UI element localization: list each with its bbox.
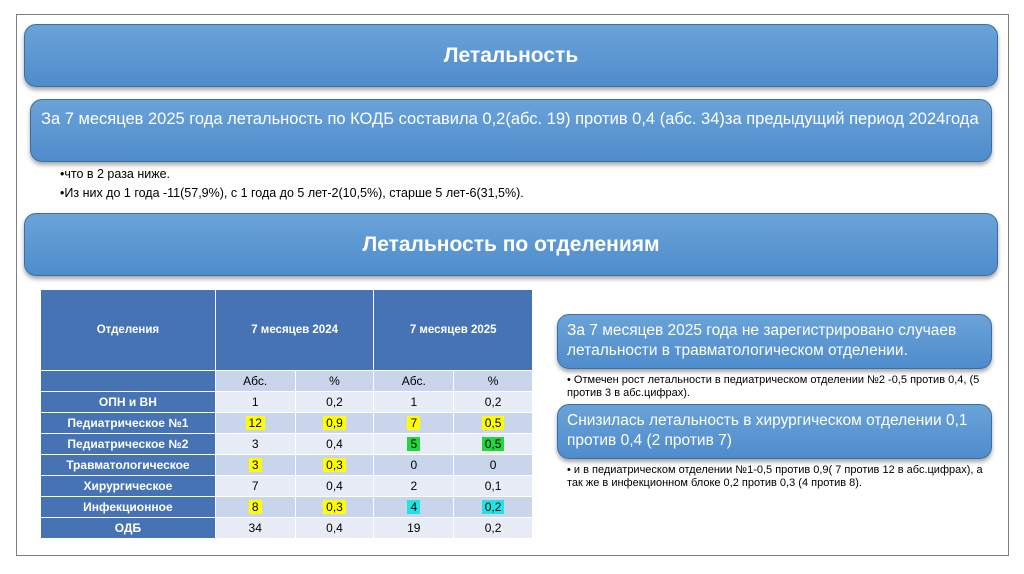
- subheader-abs: Абс.: [215, 371, 295, 392]
- surgery-info-box: [557, 404, 992, 459]
- summary-banner: [30, 99, 992, 162]
- row-name: Травматологическое: [41, 455, 216, 476]
- row-name: Педиатрическое №1: [41, 413, 216, 434]
- table-row: [41, 518, 533, 539]
- cell-value: 3: [249, 458, 262, 472]
- cell-value: 5: [407, 437, 420, 451]
- table-row: [41, 497, 533, 518]
- cell-value: 7: [215, 476, 295, 497]
- row-name: ОДБ: [41, 518, 216, 539]
- cell-value: 0,4: [295, 434, 374, 455]
- table-row: [41, 434, 533, 455]
- header-departments: Отделения: [41, 290, 216, 371]
- cell-value: 7: [407, 416, 420, 430]
- row-name: Педиатрическое №2: [41, 434, 216, 455]
- cell-value: 0,1: [454, 476, 533, 497]
- table-header-row: [41, 290, 533, 371]
- cell-value: 3: [215, 434, 295, 455]
- pediatric1-note: • и в педиатрическом отделении №1-0,5 против 0,9( 7 против 12 в абс.цифрах), а так же в инфекционном блоке 0,2 против 0,3 (4 против 8).: [567, 464, 983, 489]
- pediatric2-note: • Отмечен рост летальности в педиатрическом отделении №2 -0,5 против 0,4, (5 против 3 в абс.цифрах).: [567, 374, 980, 399]
- subheader-pct: %: [454, 371, 533, 392]
- trauma-info-box: [557, 314, 992, 369]
- cell-value: 0,2: [454, 518, 533, 539]
- cell-value: 4: [407, 500, 420, 514]
- cell-value: 0,3: [323, 458, 346, 472]
- cell-value: 0,4: [295, 476, 374, 497]
- cell-value: 0,5: [482, 416, 505, 430]
- row-name: Хирургическое: [41, 476, 216, 497]
- cell-value: 34: [215, 518, 295, 539]
- section-title-banner: [24, 213, 998, 276]
- cell-value: 0: [374, 455, 454, 476]
- cell-value: 0,2: [295, 392, 374, 413]
- cell-value: 19: [374, 518, 454, 539]
- cell-value: 12: [246, 416, 265, 430]
- table-row: [41, 455, 533, 476]
- cell-value: 0,2: [482, 500, 505, 514]
- cell-value: 2: [374, 476, 454, 497]
- header-2025: 7 месяцев 2025: [374, 290, 533, 371]
- subheader-pct: %: [295, 371, 374, 392]
- cell-value: 8: [249, 500, 262, 514]
- header-2024: 7 месяцев 2024: [215, 290, 374, 371]
- table-subheader-row: [41, 371, 533, 392]
- bullet-item: •что в 2 раза ниже.: [60, 167, 171, 181]
- page-title: Летальность: [443, 43, 579, 67]
- cell-value: 0,5: [482, 437, 505, 451]
- cell-value: 1: [215, 392, 295, 413]
- row-name: ОПН и ВН: [41, 392, 216, 413]
- cell-value: 1: [374, 392, 454, 413]
- cell-value: 0,4: [295, 518, 374, 539]
- table-row: [41, 476, 533, 497]
- table-row: [41, 392, 533, 413]
- summary-text: За 7 месяцев 2025 года летальность по КОДБ составила 0,2(абс. 19) против 0,4 (абс. 34)за предыдущий период 2024года: [41, 110, 979, 128]
- bullet-item: •Из них до 1 года -11(57,9%), с 1 года до 5 лет-2(10,5%), старше 5 лет-6(31,5%).: [60, 186, 524, 200]
- section-title: Летальность по отделениям: [362, 232, 660, 256]
- cell-value: 0,9: [323, 416, 346, 430]
- subheader-empty: [41, 371, 216, 392]
- subheader-abs: Абс.: [374, 371, 454, 392]
- row-name: Инфекционное: [41, 497, 216, 518]
- summary-bullets: [60, 167, 524, 205]
- departments-table: [40, 289, 533, 539]
- cell-value: 0,3: [323, 500, 346, 514]
- title-banner: [24, 24, 998, 87]
- surgery-info-text: Снизилась летальность в хирургическом отделении 0,1 против 0,4 (2 против 7): [567, 412, 968, 449]
- table-row: [41, 413, 533, 434]
- cell-value: 0: [454, 455, 533, 476]
- trauma-info-text: За 7 месяцев 2025 года не зарегистрировано случаев летальности в травматологическом отделении.: [567, 322, 957, 359]
- cell-value: 0,2: [454, 392, 533, 413]
